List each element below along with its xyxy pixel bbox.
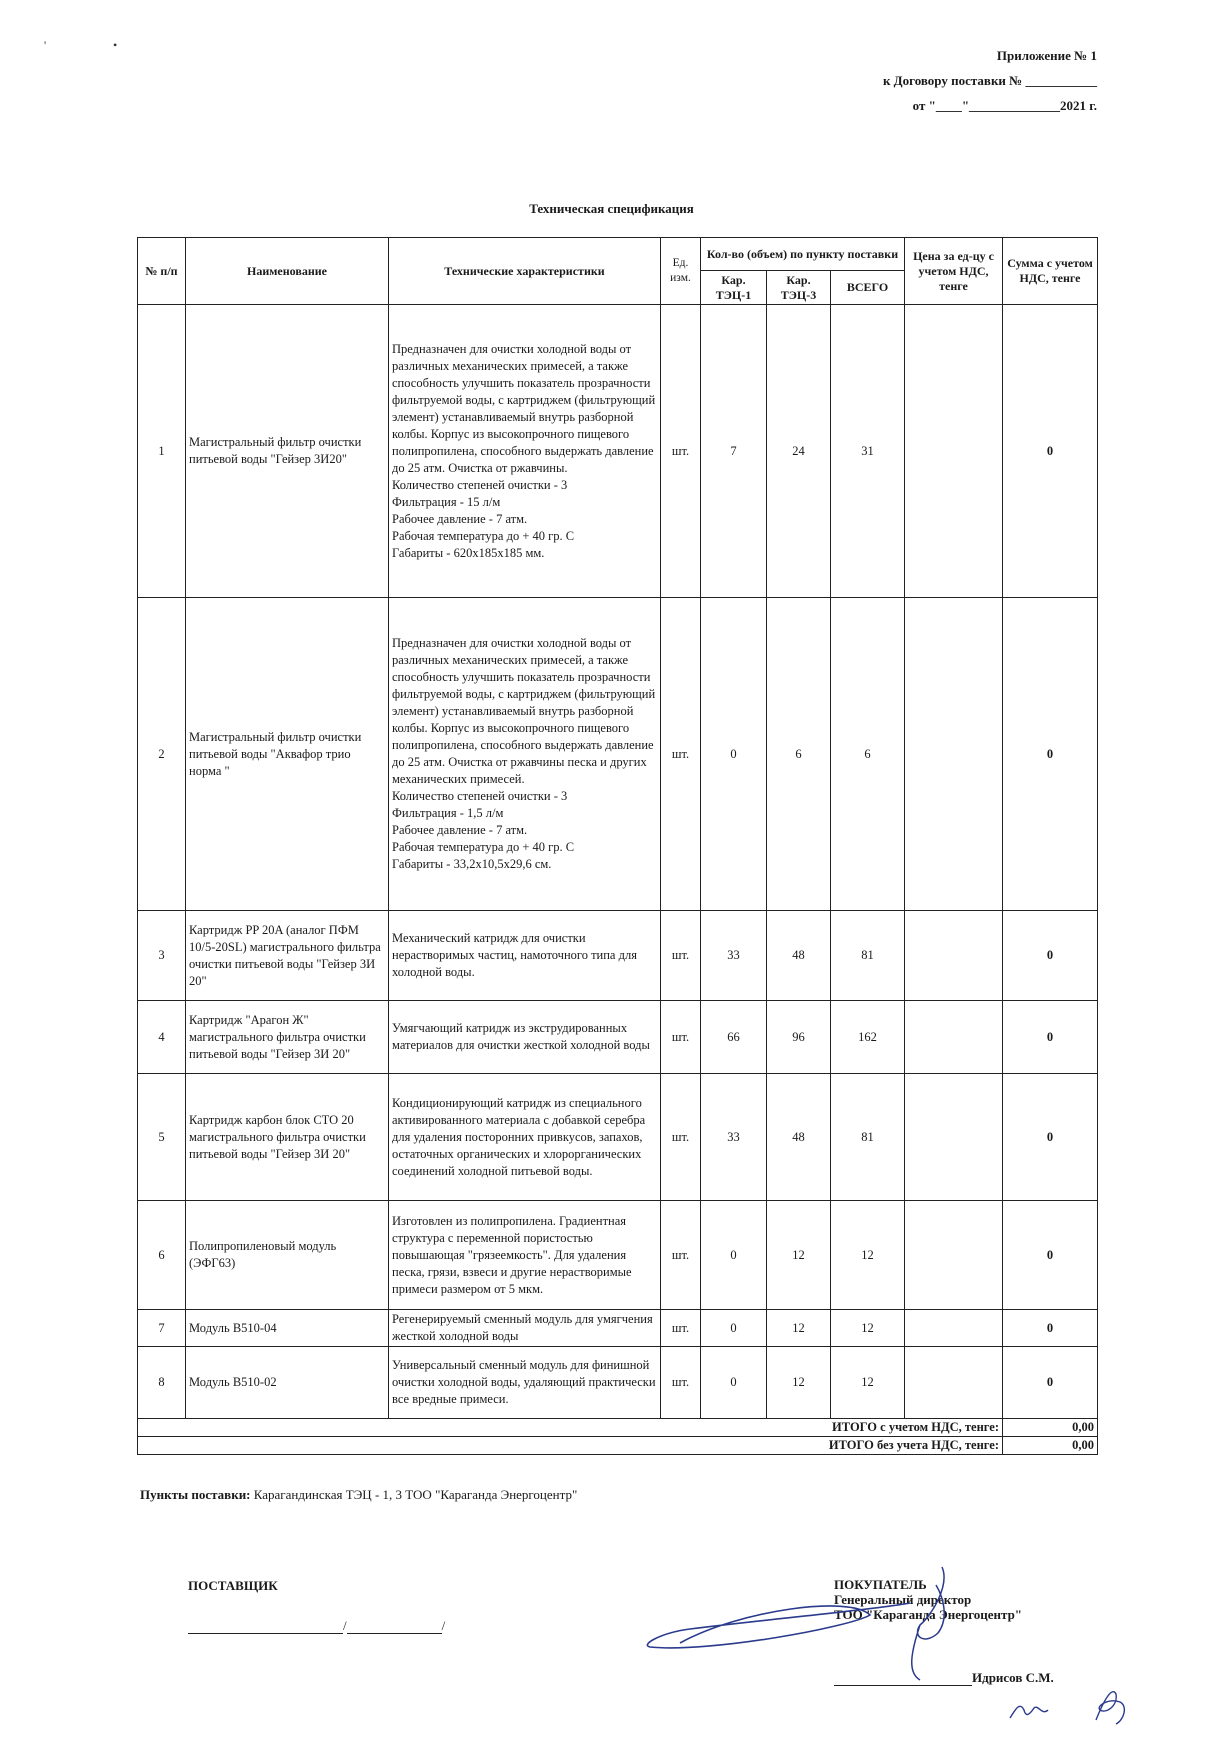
cell-specs: Кондиционирующий катридж из специального активированного материала с добавкой серебра для удаления посторонних привкусов, запахов, остаточных органических и хлорорганических соединений холодной питьевой воды. — [389, 1074, 661, 1201]
cell-sum: 0 — [1003, 1001, 1098, 1074]
table-row — [138, 1347, 1098, 1419]
appendix-line: Приложение № 1 — [996, 48, 1097, 63]
header-qty-tec3: Кар. ТЭЦ-3 — [767, 271, 831, 305]
total-row-with-vat — [138, 1419, 1098, 1437]
cell-qty-tec1: 7 — [701, 305, 767, 598]
cell-price — [905, 1074, 1003, 1201]
delivery-value: Карагандинская ТЭЦ - 1, 3 ТОО "Караганда Энергоцентр" — [253, 1487, 578, 1502]
cell-qty-tec3: 48 — [767, 1074, 831, 1201]
cell-price — [905, 305, 1003, 598]
cell-qty-total: 6 — [831, 598, 905, 911]
supplier-label: ПОСТАВЩИК — [188, 1578, 278, 1593]
appendix-line: от "____"______________2021 г. — [912, 98, 1097, 113]
cell-num: 3 — [138, 911, 186, 1001]
cell-qty-tec1: 33 — [701, 1074, 767, 1201]
cell-sum: 0 — [1003, 1201, 1098, 1310]
cell-qty-total: 31 — [831, 305, 905, 598]
cell-num: 4 — [138, 1001, 186, 1074]
cell-qty-tec3: 24 — [767, 305, 831, 598]
cell-name: Картридж PP 20A (аналог ПФМ 10/5-20SL) магистрального фильтра очистки питьевой воды "Гейзер 3И 20" — [186, 911, 389, 1001]
cell-specs: Механический катридж для очистки нерастворимых частиц, намоточного типа для холодной воды. — [389, 911, 661, 1001]
table-header — [138, 238, 1098, 305]
cell-qty-tec1: 0 — [701, 1347, 767, 1419]
cell-qty-tec1: 66 — [701, 1001, 767, 1074]
cell-sum: 0 — [1003, 1347, 1098, 1419]
cell-num: 1 — [138, 305, 186, 598]
cell-qty-tec3: 48 — [767, 911, 831, 1001]
cell-unit: шт. — [661, 1310, 701, 1347]
cell-num: 5 — [138, 1074, 186, 1201]
header-num: № п/п — [138, 238, 186, 305]
cell-price — [905, 1347, 1003, 1419]
table-row — [138, 1310, 1098, 1347]
cell-sum: 0 — [1003, 305, 1098, 598]
total-without-vat-value: 0,00 — [1003, 1437, 1098, 1455]
cell-num: 2 — [138, 598, 186, 911]
table-row — [138, 1201, 1098, 1310]
cell-price — [905, 1001, 1003, 1074]
cell-unit: шт. — [661, 1074, 701, 1201]
cell-unit: шт. — [661, 1347, 701, 1419]
cell-name: Картридж "Арагон Ж" магистрального фильтра очистки питьевой воды "Гейзер 3И 20" — [186, 1001, 389, 1074]
cell-qty-tec1: 0 — [701, 598, 767, 911]
cell-unit: шт. — [661, 911, 701, 1001]
cell-qty-tec3: 96 — [767, 1001, 831, 1074]
cell-specs: Универсальный сменный модуль для финишной очистки холодной воды, удаляющий практически все вредные примеси. — [389, 1347, 661, 1419]
cell-qty-tec3: 12 — [767, 1201, 831, 1310]
total-with-vat-label: ИТОГО с учетом НДС, тенге: — [138, 1419, 1003, 1437]
cell-unit: шт. — [661, 598, 701, 911]
cell-qty-tec3: 6 — [767, 598, 831, 911]
cell-specs: Предназначен для очистки холодной воды от различных механических примесей, а также способность улучшить показатель прозрачности фильтруемой воды, с картриджем (фильтрующий элемент) устанавливаемый внутрь разборной колбы. Корпус из высокопрочного пищевого полипропилена, способного выдержать давление до 25 атм. Очистка от ржавчины. Количество степеней очистки - 3 Фильтрация - 15 л/м Рабочее давление - 7 атм. Рабочая температура до + 40 гр. С Габариты - 620х185х185 мм. — [389, 305, 661, 598]
header-unit: Ед. изм. — [661, 238, 701, 305]
cell-sum: 0 — [1003, 598, 1098, 911]
sign-separator: / — [343, 1618, 347, 1633]
cell-name: Модуль В510-04 — [186, 1310, 389, 1347]
cell-sum: 0 — [1003, 1074, 1098, 1201]
cell-name: Картридж карбон блок CTO 20 магистрального фильтра очистки питьевой воды "Гейзер 3И 20" — [186, 1074, 389, 1201]
cell-qty-total: 12 — [831, 1310, 905, 1347]
buyer-label: ПОКУПАТЕЛЬ — [834, 1577, 927, 1592]
cell-sum: 0 — [1003, 1310, 1098, 1347]
header-qty-tec1: Кар. ТЭЦ-1 — [701, 271, 767, 305]
scan-mark: ' — [44, 38, 47, 52]
appendix-header — [883, 43, 1097, 118]
header-name: Наименование — [186, 238, 389, 305]
table-row — [138, 598, 1098, 911]
signature-blank — [347, 1620, 442, 1634]
cell-specs: Изготовлен из полипропилена. Градиентная структура с переменной пористостью повышающая "грязеемкость". Для удаления песка, грязи, взвеси и другие нерастворимые примеси размером от 5 мкм. — [389, 1201, 661, 1310]
cell-name: Полипропиленовый модуль (ЭФГ63) — [186, 1201, 389, 1310]
cell-qty-total: 81 — [831, 911, 905, 1001]
table-row — [138, 305, 1098, 598]
cell-qty-total: 12 — [831, 1201, 905, 1310]
cell-qty-tec3: 12 — [767, 1310, 831, 1347]
total-row-without-vat — [138, 1437, 1098, 1455]
table-row — [138, 1074, 1098, 1201]
cell-sum: 0 — [1003, 911, 1098, 1001]
page-title: Техническая спецификация — [529, 201, 694, 216]
table-row — [138, 911, 1098, 1001]
delivery-points — [140, 1487, 577, 1503]
cell-unit: шт. — [661, 1201, 701, 1310]
cell-name: Магистральный фильтр очистки питьевой воды "Аквафор трио норма " — [186, 598, 389, 911]
scan-mark: • — [113, 38, 118, 52]
cell-unit: шт. — [661, 1001, 701, 1074]
buyer-company: ТОО "Караганда Энергоцентр" — [834, 1607, 1023, 1622]
cell-name: Модуль В510-02 — [186, 1347, 389, 1419]
cell-specs: Регенерируемый сменный модуль для умягчения жесткой холодной воды — [389, 1310, 661, 1347]
cell-name: Магистральный фильтр очистки питьевой воды "Гейзер 3И20" — [186, 305, 389, 598]
cell-specs: Умягчающий катридж из экструдированных материалов для очистки жесткой холодной воды — [389, 1001, 661, 1074]
buyer-position: Генеральный директор — [834, 1592, 972, 1607]
cell-qty-tec3: 12 — [767, 1347, 831, 1419]
cell-unit: шт. — [661, 305, 701, 598]
specification-table — [137, 237, 1098, 1455]
total-without-vat-label: ИТОГО без учета НДС, тенге: — [138, 1437, 1003, 1455]
handwritten-signature — [620, 1555, 980, 1695]
cell-qty-tec1: 0 — [701, 1201, 767, 1310]
buyer-signer: Идрисов С.М. — [972, 1670, 1054, 1685]
total-with-vat-value: 0,00 — [1003, 1419, 1098, 1437]
delivery-label: Пункты поставки: — [140, 1487, 251, 1502]
signature-blank — [188, 1620, 343, 1634]
cell-num: 8 — [138, 1347, 186, 1419]
cell-qty-total: 81 — [831, 1074, 905, 1201]
table-body — [138, 305, 1098, 1455]
sign-separator: / — [441, 1618, 446, 1633]
header-qty-group: Кол-во (объем) по пункту поставки — [701, 238, 905, 271]
cell-price — [905, 911, 1003, 1001]
appendix-line: к Договору поставки № ___________ — [882, 73, 1097, 88]
cell-price — [905, 1201, 1003, 1310]
table-row — [138, 1001, 1098, 1074]
cell-num: 7 — [138, 1310, 186, 1347]
cell-qty-tec1: 0 — [701, 1310, 767, 1347]
cell-qty-total: 162 — [831, 1001, 905, 1074]
header-qty-total: ВСЕГО — [831, 271, 905, 305]
cell-specs: Предназначен для очистки холодной воды от различных механических примесей, а также способность улучшить показатель прозрачности фильтруемой воды, с картриджем (фильтрующий элемент) устанавливаемый внутрь разборной колбы. Корпус из высокопрочного пищевого полипропилена, способного выдержать давление до 25 атм. Очистка от ржавчины песка и других механических примесей. Количество степеней очистки - 3 Фильтрация - 1,5 л/м Рабочее давление - 7 атм. Рабочая температура до + 40 гр. С Габариты - 33,2х10,5х29,6 см. — [389, 598, 661, 911]
header-price: Цена за ед-цу с учетом НДС, тенге — [905, 238, 1003, 305]
header-sum: Сумма с учетом НДС, тенге — [1003, 238, 1098, 305]
handwritten-initials — [1000, 1680, 1160, 1730]
cell-num: 6 — [138, 1201, 186, 1310]
supplier-signature-line — [188, 1618, 445, 1634]
cell-price — [905, 1310, 1003, 1347]
cell-price — [905, 598, 1003, 911]
cell-qty-tec1: 33 — [701, 911, 767, 1001]
cell-qty-total: 12 — [831, 1347, 905, 1419]
header-specs: Технические характеристики — [389, 238, 661, 305]
